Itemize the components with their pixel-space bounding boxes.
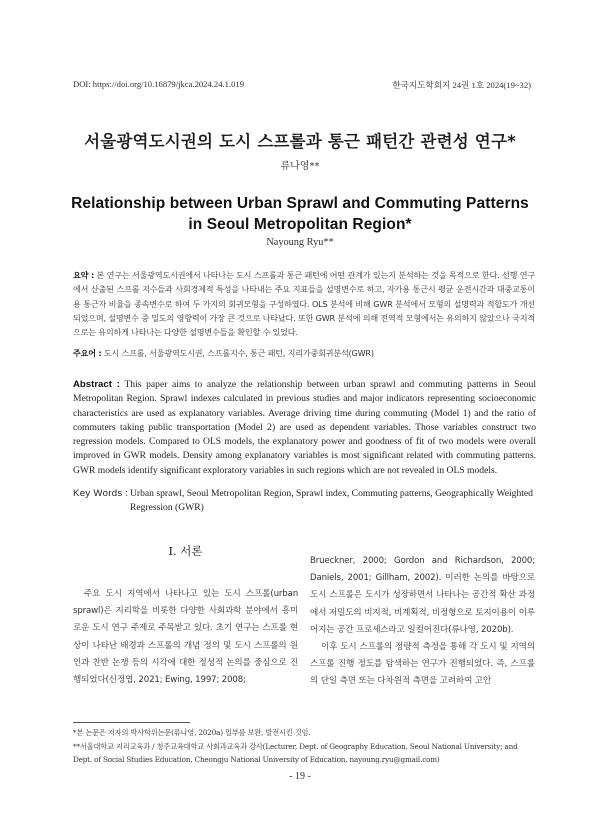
- author-english: Nayoung Ryu**: [266, 237, 334, 248]
- keywords-english-label: Key Words :: [73, 488, 129, 499]
- author-korean: 류나영**: [280, 161, 320, 172]
- body-paragraph: 주요 도시 지역에서 나타나고 있는 도시 스프롤(urban sprawl)은 지리학을 비롯한 다양한 사회과학 분야에서 흥미로운 도시 연구 주제로 주목받고 있다. 초기 연구는 스프롤 현상이 나타난 배경과 스프롤의 개념 정의 및 도시 스프롤의 원인과 찬반 논쟁 등의 시각에 대한 정성적 논의를 중심으로 진행되었다(신정엽, 2021; Ewing, 1997; 2008;: [73, 589, 298, 686]
- journal-info: 한국지도학회지 24권 1호 2024(19~32): [392, 80, 531, 90]
- body-paragraph: 이후 도시 스프롤의 정량적 측정을 통해 각 도시 및 지역의 스프롤 진행 정도를 탐색하는 연구가 진행되었다. 즉, 스프롤의 단일 측면 또는 다차원적 측면을 고려하여 고안: [310, 642, 535, 687]
- doi-link[interactable]: DOI: https://doi.org/10.16879/jkca.2024.24.1.019: [73, 79, 244, 89]
- keywords-korean: [73, 348, 535, 359]
- title-english: [0, 193, 600, 235]
- page-number: - 19 -: [289, 771, 311, 782]
- keywords-korean-label: 주요어 :: [73, 348, 102, 358]
- body-column-right: [310, 553, 535, 691]
- abstract-english: [73, 378, 536, 478]
- keywords-english-text: Urban sprawl, Seoul Metropolitan Region, Sprawl index, Commuting patterns, Geographically Weighted Regression (GWR): [130, 488, 533, 514]
- abstract-english-label: Abstract :: [73, 379, 120, 390]
- section-heading-introduction: I. 서론: [168, 544, 203, 558]
- title-korean: 서울광역도시권의 도시 스프롤과 통근 패턴간 관련성 연구*: [84, 132, 516, 151]
- footnote-1: *본 논문은 저자의 박사학위논문(류나영, 2020a) 일부를 보완, 발전시킨 것임.: [73, 728, 311, 737]
- body-paragraph-continuation: Brueckner, 2000; Gordon and Richardson, 2000; Daniels, 2001; Gillham, 2002). 이러한 논의를 바탕으로 도시 스프롤은 도시가 성장하면서 나타나는 공간적 확산 과정에서 저밀도의 비지적, 비계획적, 비정형으로 토지이용이 이루어지는 공간 프로세스라고 일컬어진다(류나영, 2020b).: [310, 556, 535, 635]
- keywords-english: [73, 487, 536, 516]
- abstract-korean-text: 본 연구는 서울광역도시권에서 나타나는 도시 스프롤과 통근 패턴에 어떤 관계가 있는지 분석하는 것을 목적으로 한다. 선행 연구에서 산출된 스프롤 지수들과 사회경제적 특성을 나타내는 주요 지표들을 설명변수로 하고, 자가용 통근시 평균 운전시간과 대중교통이용 통근자 비율을 종속변수로 하여 두 가지의 회귀모형을 구성하였다. OLS 분석에 비해 GWR 분석에서 모형의 설명력과 적합도가 개선되었으며, 설명변수 중 밀도의 영향력이 가장 큰 것으로 나타났다. 또한 GWR 분석에 의해 전역적 모형에서는 유의하지 않았으나 국지적으로는 유의하게 나타나는 다양한 설명변수들을 확인할 수 있었다.: [73, 270, 535, 338]
- title-english-line1: Relationship between Urban Sprawl and Commuting Patterns: [71, 195, 529, 212]
- footnote-2: **서울대학교 지리교육과 / 청주교육대학교 사회과교육과 강사(Lecturer, Dept. of Geography Education, Seoul National University; and Dept. of Social Studies Education, Cheongju National University of Education, nayoung.ryu@gmail.com): [73, 742, 518, 764]
- keywords-korean-text: 도시 스프롤, 서울광역도시권, 스프롤지수, 통근 패턴, 지리가중회귀분석(GWR): [101, 348, 374, 358]
- abstract-korean-label: 요약 :: [73, 270, 95, 280]
- title-english-line2: in Seoul Metropolitan Region*: [188, 216, 412, 233]
- abstract-korean: [73, 268, 535, 339]
- body-column-left: [73, 586, 298, 689]
- abstract-english-text: This paper aims to analyze the relationship between urban sprawl and commuting patterns in Seoul Metropolitan Region. Sprawl indexes calculated in previous studies and major indicators representing socioeconomic characteristics are used as explanatory variables. Average driving time during commuting (Model 1) and the ratio of commuters taking public transportation (Model 2) are used as dependent variables. Those variables construct two regression models. Compared to OLS models, the explanatory power and goodness of fit of two models were overall improved in GWR models. Density among explanatory variables is most significant related with commuting patterns. GWR models identify significant exploratory variables in such regions which are not revealed in OLS models.: [73, 379, 536, 476]
- footnote-divider: [73, 722, 190, 723]
